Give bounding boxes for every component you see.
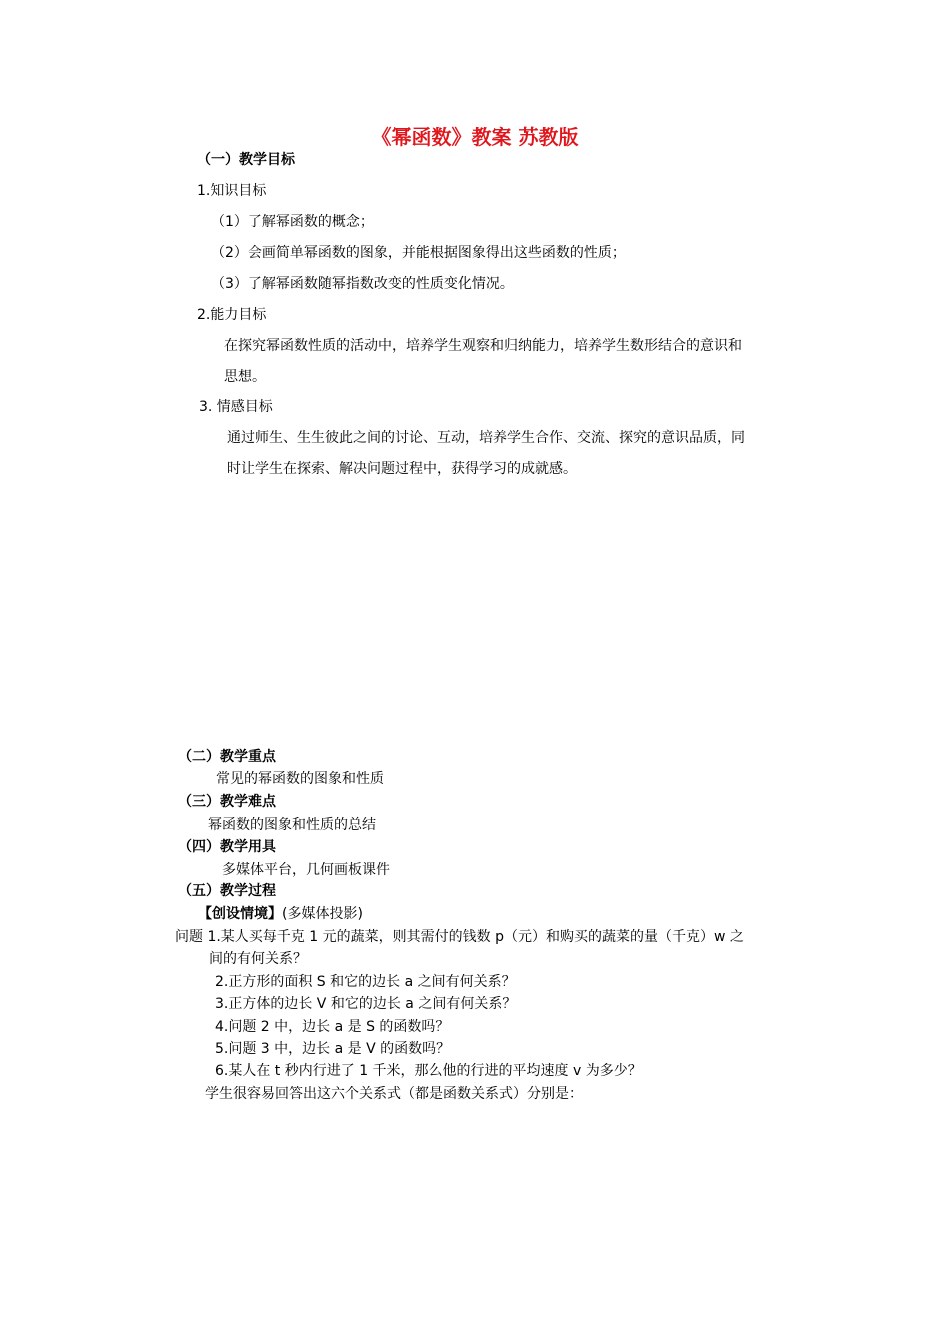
section-heading-difficulties: （三）教学难点 — [178, 794, 276, 810]
knowledge-item-2: （2）会画简单幂函数的图象，并能根据图象得出这些函数的性质； — [211, 245, 626, 261]
tools-text: 多媒体平台，几何画板课件 — [222, 862, 390, 878]
scenario-line — [198, 905, 363, 923]
knowledge-objective-heading: 1.知识目标 — [197, 183, 267, 199]
key-points-text: 常见的幂函数的图象和性质 — [216, 771, 384, 787]
document-title: 《幂函数》教案 苏教版 — [371, 125, 579, 149]
problem-3: 3.正方体的边长 V 和它的边长 a 之间有何关系？ — [215, 996, 517, 1012]
section-heading-objectives: （一）教学目标 — [197, 152, 295, 168]
section-heading-key-points: （二）教学重点 — [178, 749, 276, 765]
emotion-objective-heading: 3. 情感目标 — [199, 399, 273, 415]
problem-5: 5.问题 3 中，边长 a 是 V 的函数吗？ — [215, 1041, 451, 1057]
problem-4: 4.问题 2 中，边长 a 是 S 的函数吗？ — [215, 1019, 450, 1035]
problem-6: 6.某人在 t 秒内行进了 1 千米，那么他的行进的平均速度 v 为多少？ — [215, 1063, 642, 1079]
problem-1-line-1: 问题 1.某人买每千克 1 元的蔬菜，则其需付的钱数 p（元）和购买的蔬菜的量（千克）w 之 — [175, 929, 744, 945]
knowledge-item-1: （1）了解幂函数的概念； — [211, 214, 374, 230]
section-heading-tools: （四）教学用具 — [178, 839, 276, 855]
ability-objective-heading: 2.能力目标 — [197, 307, 267, 323]
scenario-note: (多媒体投影) — [282, 906, 363, 922]
emotion-text-line-1: 通过师生、生生彼此之间的讨论、互动，培养学生合作、交流、探究的意识品质，同 — [227, 430, 745, 446]
summary-text: 学生很容易回答出这六个关系式（都是函数关系式）分别是： — [205, 1086, 583, 1102]
section-heading-process: （五）教学过程 — [178, 883, 276, 899]
ability-text-line-1: 在探究幂函数性质的活动中，培养学生观察和归纳能力，培养学生数形结合的意识和 — [224, 338, 742, 354]
difficulties-text: 幂函数的图象和性质的总结 — [208, 817, 376, 833]
problem-2: 2.正方形的面积 S 和它的边长 a 之间有何关系？ — [215, 974, 516, 990]
scenario-label: 【创设情境】 — [198, 906, 282, 922]
emotion-text-line-2: 时让学生在探索、解决问题过程中，获得学习的成就感。 — [227, 461, 577, 477]
ability-text-line-2: 思想。 — [224, 369, 266, 385]
knowledge-item-3: （3）了解幂函数随幂指数改变的性质变化情况。 — [211, 276, 514, 292]
problem-1-line-2: 间的有何关系？ — [209, 951, 307, 967]
